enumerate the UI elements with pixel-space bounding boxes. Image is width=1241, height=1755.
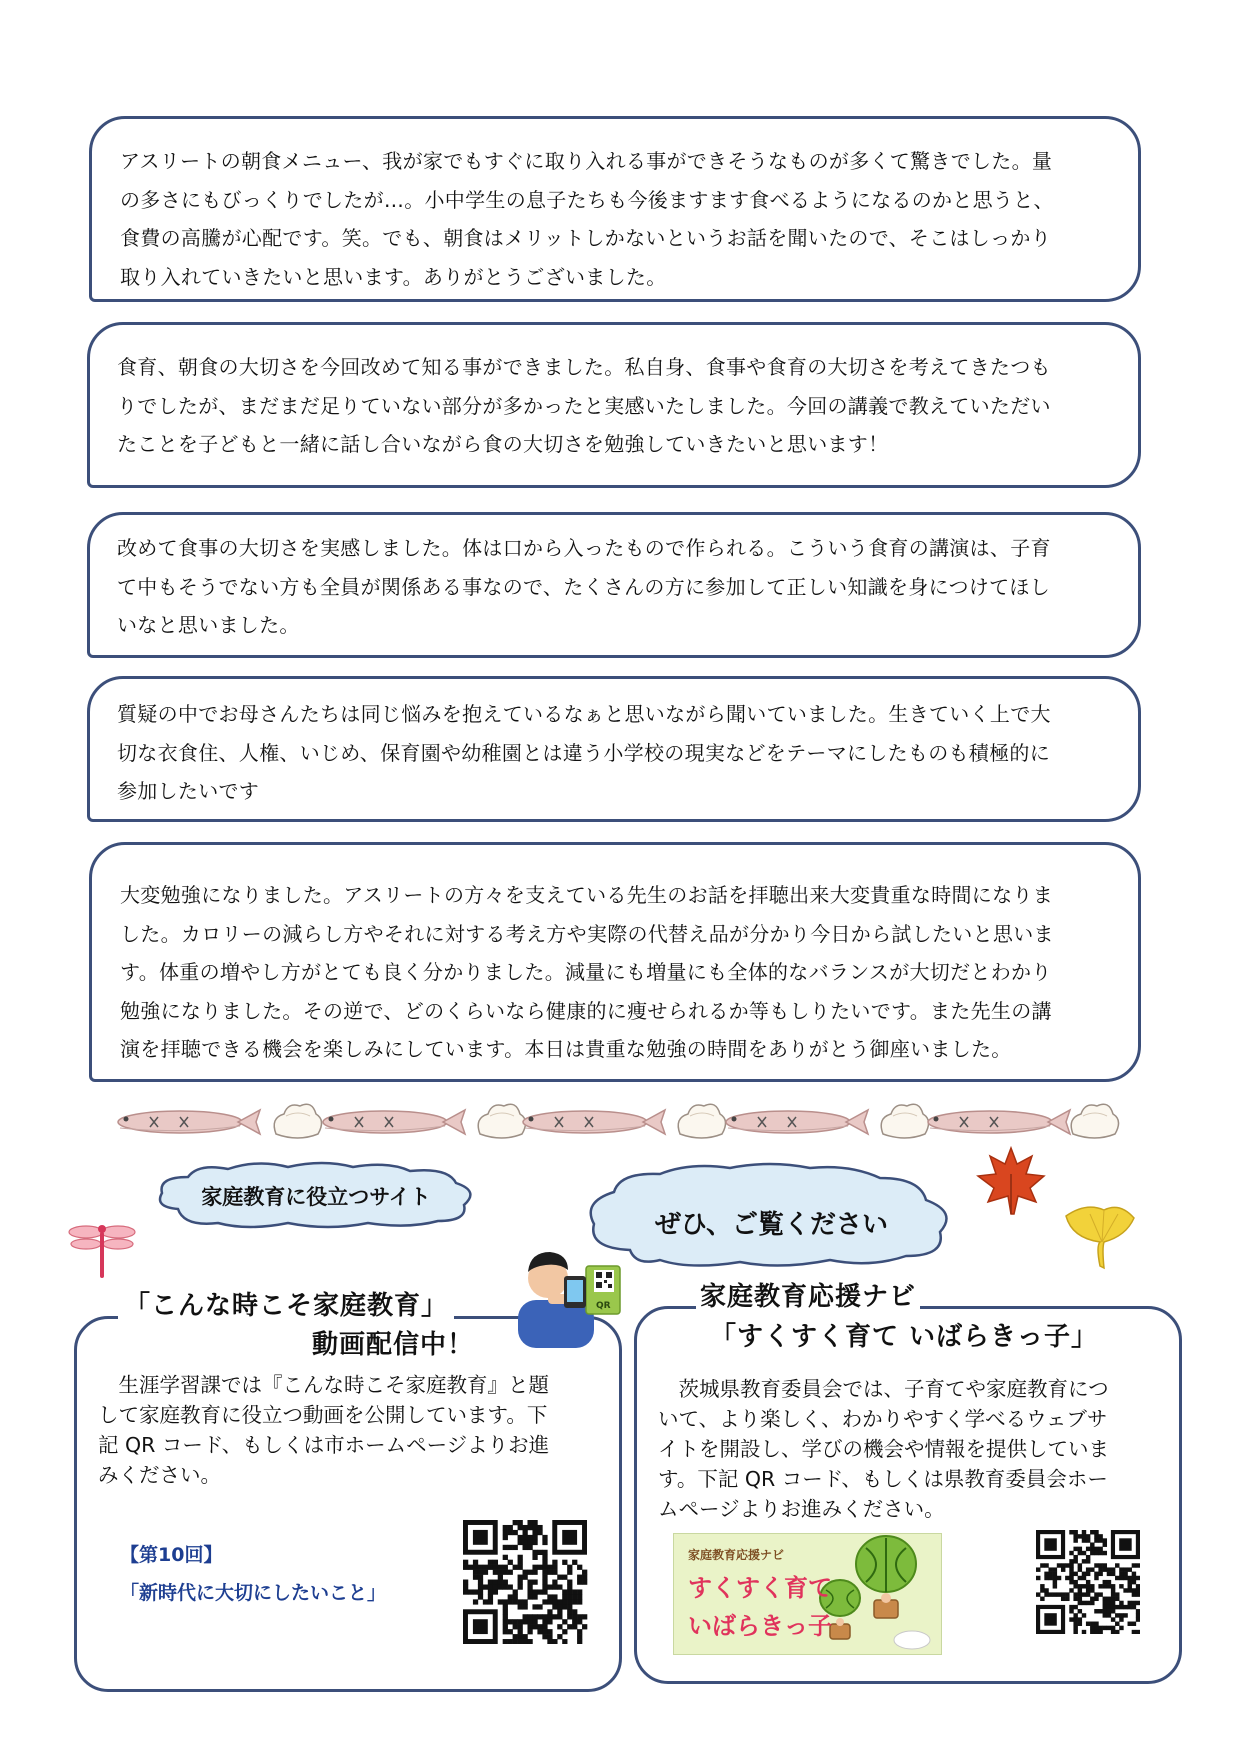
comment-line: 参加したいです (117, 779, 260, 803)
body-line: ムページよりお進みください。 (658, 1497, 945, 1521)
right-qr-code[interactable] (1036, 1530, 1140, 1634)
episode-info[interactable] (120, 1536, 386, 1612)
comment-line: 大変勉強になりました。アスリートの方々を支えている先生のお話を拝聴出来大変貴重な時間になりま (120, 883, 1053, 907)
fish-icon (726, 1110, 868, 1134)
comment-line: 改めて食事の大切さを実感しました。体は口から入ったもので作られる。こういう食育の講演は、子育 (117, 536, 1051, 560)
episode-number: 【第10回】 (120, 1544, 223, 1566)
comment-line: 切な衣食住、人権、いじめ、保育園や幼稚園とは違う小学校の現実などをテーマにしたものも積極的に (117, 740, 1050, 765)
right-panel-body (658, 1374, 1158, 1524)
body-line: 生涯学習課では『こんな時こそ家庭教育』と題 (98, 1373, 549, 1397)
body-line: 茨城県教育委員会では、子育てや家庭教育につ (658, 1377, 1109, 1401)
comment-line: 演を拝聴できる機会を楽しみにしています。本日は貴重な勉強の時間をありがとう御座いました。 (120, 1037, 1012, 1061)
body-line: して家庭教育に役立つ動画を公開しています。下 (98, 1403, 548, 1427)
comment-line: たことを子どもと一緒に話し合いながら食の大切さを勉強していきたいと思います！ (117, 432, 889, 456)
rice-ball-icon (881, 1104, 928, 1138)
person-phone-icon (512, 1236, 622, 1348)
comment-text-4 (117, 695, 1122, 811)
comment-line: の多さにもびっくりでしたが…。小中学生の息子たちも今後ますます食べるようになるのかと思うと、 (120, 187, 1054, 212)
body-line: いて、より楽しく、わかりやすく学べるウェブサ (658, 1407, 1108, 1431)
rice-ball-icon (678, 1104, 725, 1138)
comment-line: した。カロリーの減らし方やそれに対する考え方や実際の代替え品が分かり今日から試したいと思いま (120, 921, 1054, 946)
left-panel-body (98, 1370, 598, 1490)
body-line: す。下記 QR コード、もしくは県教育委員会ホー (658, 1467, 1108, 1491)
comment-box-4 (87, 676, 1141, 822)
cloud-left-label: 家庭教育に役立つサイト (201, 1185, 431, 1209)
left-qr-code[interactable] (463, 1520, 589, 1644)
rice-ball-icon (274, 1104, 321, 1138)
comment-line: りでしたが、まだまだ足りていない部分が多かったと実感いたしました。今回の講義で教えていただい (117, 393, 1051, 418)
banner-title-line1: すくすく育て (688, 1574, 832, 1602)
body-line: イトを開設し、学びの機会や情報を提供していま (658, 1437, 1109, 1461)
fish-rice-divider (110, 1092, 1120, 1152)
dragonfly-icon (66, 1222, 138, 1280)
comment-line: す。体重の増やし方がとても良く分かりました。減量にも増量にも全体的なバランスが大切だとわかり (120, 960, 1052, 984)
comment-box-5 (89, 842, 1141, 1082)
rice-ball-icon (478, 1104, 525, 1138)
left-panel-heading-line1: 「こんな時こそ家庭教育」 (118, 1285, 454, 1322)
cloud-left (148, 1159, 484, 1231)
banner-title-line2: いばらきっ子 (688, 1612, 832, 1640)
body-line: 記 QR コード、もしくは市ホームページよりお進 (98, 1433, 550, 1457)
comment-line: 取り入れていきたいと思います。ありがとうございました。 (120, 264, 667, 289)
comment-line: て中もそうでない方も全員が関係ある事なので、たくさんの方に参加して正しい知識を身につけてほし (117, 574, 1050, 599)
fish-icon (928, 1110, 1070, 1134)
fish-icon (523, 1110, 665, 1134)
left-panel-heading-line2: 動画配信中！ (306, 1324, 480, 1361)
cloud-right (580, 1160, 963, 1270)
comment-text-3 (117, 529, 1122, 645)
comment-line: 食費の高騰が心配です。笑。でも、朝食はメリットしかないというお話を聞いたので、そこはしっかり (120, 226, 1051, 250)
comment-line: アスリートの朝食メニュー、我が家でもすぐに取り入れる事ができそうなものが多くて驚きでした。量 (120, 149, 1053, 173)
comment-line: 質疑の中でお母さんたちは同じ悩みを抱えているなぁと思いながら聞いていました。生きていく上で大 (117, 702, 1051, 726)
maple-leaf-icon (976, 1144, 1046, 1218)
right-panel-heading-line2: 「すくすく育て いばらきっ子」 (706, 1316, 1102, 1353)
comment-line: いなと思いました。 (117, 613, 300, 637)
sukusuku-banner[interactable] (673, 1533, 942, 1655)
episode-title: 「新時代に大切にしたいこと」 (120, 1582, 387, 1604)
banner-small-label: 家庭教育応援ナビ (688, 1548, 785, 1562)
ginkgo-leaf-icon (1060, 1196, 1140, 1276)
comment-text-1 (120, 142, 1120, 296)
comment-box-3 (87, 512, 1141, 658)
comment-line: 食育、朝食の大切さを今回改めて知る事ができました。私自身、食事や食育の大切さを考えてきたつも (117, 355, 1051, 379)
rice-ball-icon (1071, 1104, 1118, 1138)
right-panel-heading-line1: 家庭教育応援ナビ (696, 1276, 920, 1313)
comment-box-1 (89, 116, 1141, 302)
comment-line: 勉強になりました。その逆で、どのくらいなら健康的に痩せられるか等もしりたいです。また先生の講 (120, 998, 1052, 1023)
body-line: みください。 (98, 1463, 221, 1487)
cloud-right-label: ぜひ、ご覧ください (655, 1210, 888, 1240)
comment-text-2 (117, 348, 1122, 464)
fish-icon (118, 1110, 260, 1134)
comment-box-2 (87, 322, 1141, 488)
comment-text-5 (120, 876, 1120, 1069)
qr-tag-text: QR (596, 1301, 611, 1311)
fish-icon (323, 1110, 465, 1134)
